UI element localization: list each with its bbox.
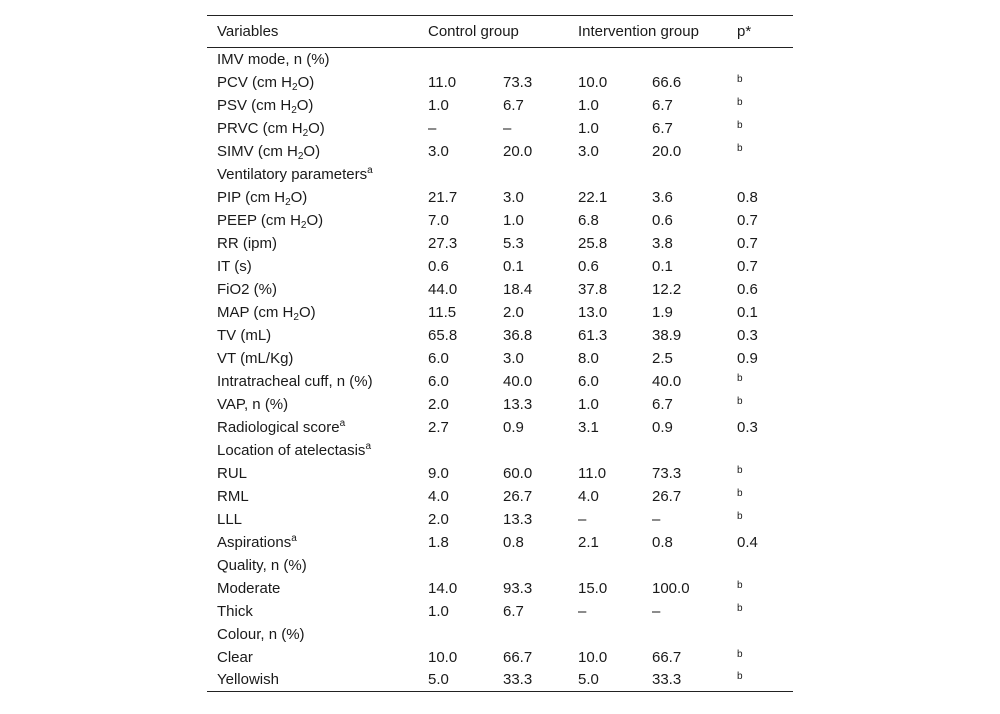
control-value-2: 5.3 [503,234,524,252]
row-label-footnote-marker: a [367,164,373,176]
intervention-value-2 [652,623,737,646]
table-row [207,439,793,462]
p-value: 0.1 [737,303,758,321]
intervention-value-1: 6.8 [578,211,599,229]
p-value [737,600,793,623]
control-value-1: 14.0 [428,579,458,597]
control-value-1: 6.0 [428,349,449,367]
row-label [207,117,428,140]
intervention-value-2 [652,439,737,462]
row-label-text: Aspirations [217,533,292,551]
row-label-text: VAP, n (%) [217,395,289,413]
row-label-subscript: 2 [291,104,297,116]
intervention-value-1: 37.8 [578,280,608,298]
table-row [207,301,793,324]
intervention-value-2: 26.7 [652,487,682,505]
table-row [207,117,793,140]
table-row [207,278,793,301]
row-label-text: Moderate [217,579,281,597]
intervention-value-1: 13.0 [578,303,608,321]
control-value-2: 3.0 [503,349,524,367]
p-value [737,163,793,186]
row-label-text: Location of atelectasis [217,441,366,459]
control-value-1: 11.5 [428,303,457,321]
intervention-value-2: 3.6 [652,188,673,206]
intervention-value-2: 73.3 [652,464,682,482]
row-label [207,508,428,531]
row-label-text: LLL [217,510,243,528]
row-label [207,324,428,347]
row-label-text: SIMV (cm H [217,142,298,160]
table-row [207,600,793,623]
control-value-2: 0.8 [503,533,524,551]
row-label [207,393,428,416]
row-label-suffix: O) [298,303,316,321]
row-label-suffix: O) [290,188,308,206]
intervention-value-1: 5.0 [578,669,652,692]
header-control-group: Control group [428,16,503,48]
p-value-footnote-marker: b [737,671,743,683]
row-label-text: Ventilatory parameters [217,165,368,183]
p-value [737,577,793,600]
p-value: 0.4 [737,533,758,551]
p-value [737,439,793,462]
row-label-subscript: 2 [285,196,291,208]
table-row [207,462,793,485]
p-value [737,669,793,692]
intervention-value-2: 0.8 [652,533,673,551]
row-label [207,140,428,163]
table-row [207,232,793,255]
p-value [737,140,793,163]
intervention-value-2: 0.6 [652,211,673,229]
p-value-footnote-marker: b [737,510,743,522]
row-label-suffix: O) [296,96,314,114]
p-value-footnote-marker: b [737,395,743,407]
control-value-1: 21.7 [428,188,458,206]
control-value-1: 0.6 [428,257,449,275]
p-value-footnote-marker: b [737,487,743,499]
control-value-2 [503,48,578,71]
table-row [207,163,793,186]
p-value-footnote-marker: b [737,73,743,85]
p-value [737,117,793,140]
row-label-text: PRVC (cm H [217,119,303,137]
table-row [207,485,793,508]
intervention-value-1: 1.0 [578,395,599,413]
row-label [207,669,428,692]
intervention-value-2: 1.9 [652,303,673,321]
control-value-1: 3.0 [428,142,449,160]
row-label [207,71,428,94]
row-label-footnote-marker: a [291,532,297,544]
control-value-2 [503,163,578,186]
p-value [737,393,793,416]
intervention-value-1: 0.6 [578,257,599,275]
table-row [207,393,793,416]
control-value-1: 5.0 [428,669,503,692]
row-label [207,462,428,485]
control-value-1: 1.0 [428,96,449,114]
control-value-1: 65.8 [428,326,458,344]
header-intervention-group: Intervention group [578,16,652,48]
p-value [737,646,793,669]
control-value-2: 66.7 [503,648,533,666]
intervention-value-1: – [578,602,587,620]
row-label [207,577,428,600]
p-value [737,370,793,393]
control-value-2: 20.0 [503,142,533,160]
intervention-value-1: 6.0 [578,372,599,390]
intervention-value-2: 33.3 [652,669,737,692]
p-value [737,623,793,646]
table-row [207,554,793,577]
intervention-value-1: 1.0 [578,119,599,137]
p-value [737,508,793,531]
row-label-text: Quality, n (%) [217,556,307,574]
intervention-value-2 [652,163,737,186]
intervention-value-1: 22.1 [578,188,608,206]
intervention-value-1: 3.1 [578,418,599,436]
intervention-value-1: 10.0 [578,648,608,666]
row-label-suffix: O) [306,211,324,229]
control-value-2: 36.8 [503,326,533,344]
control-value-1: 6.0 [428,372,449,390]
row-label-text: PEEP (cm H [217,211,301,229]
intervention-value-1: 61.3 [578,326,608,344]
table-row [207,324,793,347]
table-row [207,186,793,209]
p-value: 0.6 [737,280,758,298]
intervention-value-2: 40.0 [652,372,682,390]
control-value-1 [428,439,503,462]
row-label-text: TV (mL) [217,326,272,344]
p-value [737,48,793,71]
header-row [207,16,793,48]
table-row [207,140,793,163]
intervention-value-1: – [578,510,587,528]
intervention-value-2: 38.9 [652,326,682,344]
control-value-2 [503,554,578,577]
p-value [737,94,793,117]
table-row [207,347,793,370]
control-value-2: 26.7 [503,487,533,505]
control-value-2: 1.0 [503,211,524,229]
intervention-value-2 [652,48,737,71]
control-value-2: 40.0 [503,372,533,390]
row-label [207,48,428,71]
row-label-subscript: 2 [293,311,299,323]
intervention-value-2: 3.8 [652,234,673,252]
p-value: 0.3 [737,326,758,344]
intervention-value-1: 25.8 [578,234,608,252]
row-label-text: PSV (cm H [217,96,292,114]
control-value-2: 73.3 [503,73,533,91]
p-value [737,462,793,485]
intervention-value-1 [578,554,652,577]
row-label [207,485,428,508]
row-label [207,301,428,324]
control-value-1 [428,163,503,186]
intervention-value-1: 15.0 [578,579,608,597]
control-value-2: – [503,119,512,137]
control-value-1: 2.7 [428,418,449,436]
table-row [207,531,793,554]
table-row [207,94,793,117]
p-value: 0.7 [737,211,758,229]
row-label-subscript: 2 [297,150,304,162]
header-p-value: p* [737,16,793,48]
row-label [207,209,428,232]
control-value-2: 13.3 [503,510,533,528]
row-label [207,163,428,186]
control-value-2: 0.9 [503,418,524,436]
intervention-value-2: 6.7 [652,119,673,137]
row-label [207,255,428,278]
intervention-value-2: 6.7 [652,96,673,114]
p-value: 0.7 [737,234,758,252]
row-label-text: Radiological score [217,418,340,436]
control-value-1: 1.0 [428,602,449,620]
intervention-value-1: 2.1 [578,533,599,551]
row-label [207,186,428,209]
row-label-text: Intratracheal cuff, n (%) [217,372,373,390]
row-label [207,600,428,623]
intervention-value-2: – [652,602,661,620]
row-label [207,623,428,646]
row-label [207,646,428,669]
intervention-value-2: 66.6 [652,73,682,91]
intervention-value-2: 20.0 [652,142,682,160]
intervention-value-2: 12.2 [652,280,682,298]
table-row [207,416,793,439]
row-label-text: Thick [217,602,253,620]
control-value-1: 7.0 [428,211,449,229]
intervention-value-1 [578,439,652,462]
p-value-footnote-marker: b [737,579,743,591]
intervention-value-2: 0.9 [652,418,673,436]
intervention-value-2: 66.7 [652,648,682,666]
intervention-value-1: 3.0 [578,142,599,160]
intervention-value-2: – [652,510,661,528]
p-value [737,554,793,577]
control-value-2: 18.4 [503,280,533,298]
row-label [207,94,428,117]
table-row [207,255,793,278]
intervention-value-1 [578,163,652,186]
intervention-value-2: 0.1 [652,257,673,275]
p-value [737,485,793,508]
table-row [207,209,793,232]
row-label-text: RUL [217,464,248,482]
row-label-subscript: 2 [292,81,298,93]
p-value-footnote-marker: b [737,119,743,131]
row-label-text: PIP (cm H [217,188,286,206]
control-value-1: 27.3 [428,234,458,252]
row-label-footnote-marker: a [339,417,346,429]
control-value-2: 13.3 [503,395,533,413]
control-value-2: 6.7 [503,96,524,114]
intervention-value-1: 11.0 [578,464,607,482]
control-value-1: 2.0 [428,510,449,528]
intervention-value-1: 4.0 [578,487,599,505]
row-label [207,347,428,370]
row-label [207,278,428,301]
results-table [207,15,793,692]
intervention-value-2: 100.0 [652,579,690,597]
control-value-2 [503,439,578,462]
p-value-footnote-marker: b [737,464,743,476]
row-label [207,232,428,255]
row-label-text: RML [217,487,249,505]
control-value-2: 33.3 [503,669,578,692]
control-value-1: – [428,119,437,137]
control-value-1: 2.0 [428,395,449,413]
p-value-footnote-marker: b [737,372,743,384]
table-row [207,623,793,646]
control-value-1: 9.0 [428,464,449,482]
table-row [207,48,793,71]
row-label-text: Clear [217,648,253,666]
table-body [207,48,793,692]
row-label-text: RR (ipm) [217,234,277,252]
row-label-text: IT (s) [217,257,252,275]
data-table-container [207,15,793,692]
intervention-value-1: 1.0 [578,96,599,114]
row-label-text: PCV (cm H [217,73,292,91]
header-variables: Variables [207,16,428,48]
control-value-2: 6.7 [503,602,524,620]
control-value-1: 11.0 [428,73,457,91]
intervention-value-1: 10.0 [578,73,608,91]
intervention-value-1: 8.0 [578,349,599,367]
row-label-text: Yellowish [217,671,279,689]
row-label-text: Colour, n (%) [217,625,305,643]
control-value-1: 1.8 [428,533,449,551]
p-value-footnote-marker: b [737,142,743,154]
row-label [207,370,428,393]
p-value: 0.7 [737,257,758,275]
p-value-footnote-marker: b [737,602,743,614]
row-label [207,554,428,577]
table-row [207,577,793,600]
control-value-1 [428,48,503,71]
row-label [207,439,428,462]
p-value-footnote-marker: b [737,648,743,660]
p-value: 0.9 [737,349,758,367]
control-value-2: 2.0 [503,303,524,321]
row-label [207,416,428,439]
row-label-subscript: 2 [302,127,309,139]
row-label [207,531,428,554]
intervention-value-2 [652,554,737,577]
intervention-value-2: 6.7 [652,395,673,413]
table-row [207,508,793,531]
p-value [737,71,793,94]
intervention-value-1 [578,48,652,71]
p-value-footnote-marker: b [737,96,743,108]
control-value-1: 10.0 [428,648,458,666]
control-value-1 [428,623,503,646]
table-row [207,370,793,393]
intervention-value-1 [578,623,652,646]
row-label-text: VT (mL/Kg) [217,349,294,367]
control-value-1: 4.0 [428,487,449,505]
table-row [207,646,793,669]
control-value-1 [428,554,503,577]
table-row [207,669,793,692]
p-value: 0.8 [737,188,758,206]
table-header [207,16,793,48]
row-label-suffix: O) [308,119,325,137]
row-label-text: IMV mode, n (%) [217,50,330,68]
row-label-text: MAP (cm H [217,303,294,321]
control-value-2: 0.1 [503,257,524,275]
control-value-2 [503,623,578,646]
row-label-suffix: O) [297,73,315,91]
control-value-1: 44.0 [428,280,458,298]
control-value-2: 93.3 [503,579,533,597]
control-value-2: 3.0 [503,188,524,206]
row-label-subscript: 2 [300,219,307,231]
control-value-2: 60.0 [503,464,533,482]
row-label-footnote-marker: a [365,440,371,452]
intervention-value-2: 2.5 [652,349,673,367]
row-label-text: FiO2 (%) [217,280,277,298]
row-label-suffix: O) [303,142,321,160]
p-value: 0.3 [737,418,758,436]
table-row [207,71,793,94]
